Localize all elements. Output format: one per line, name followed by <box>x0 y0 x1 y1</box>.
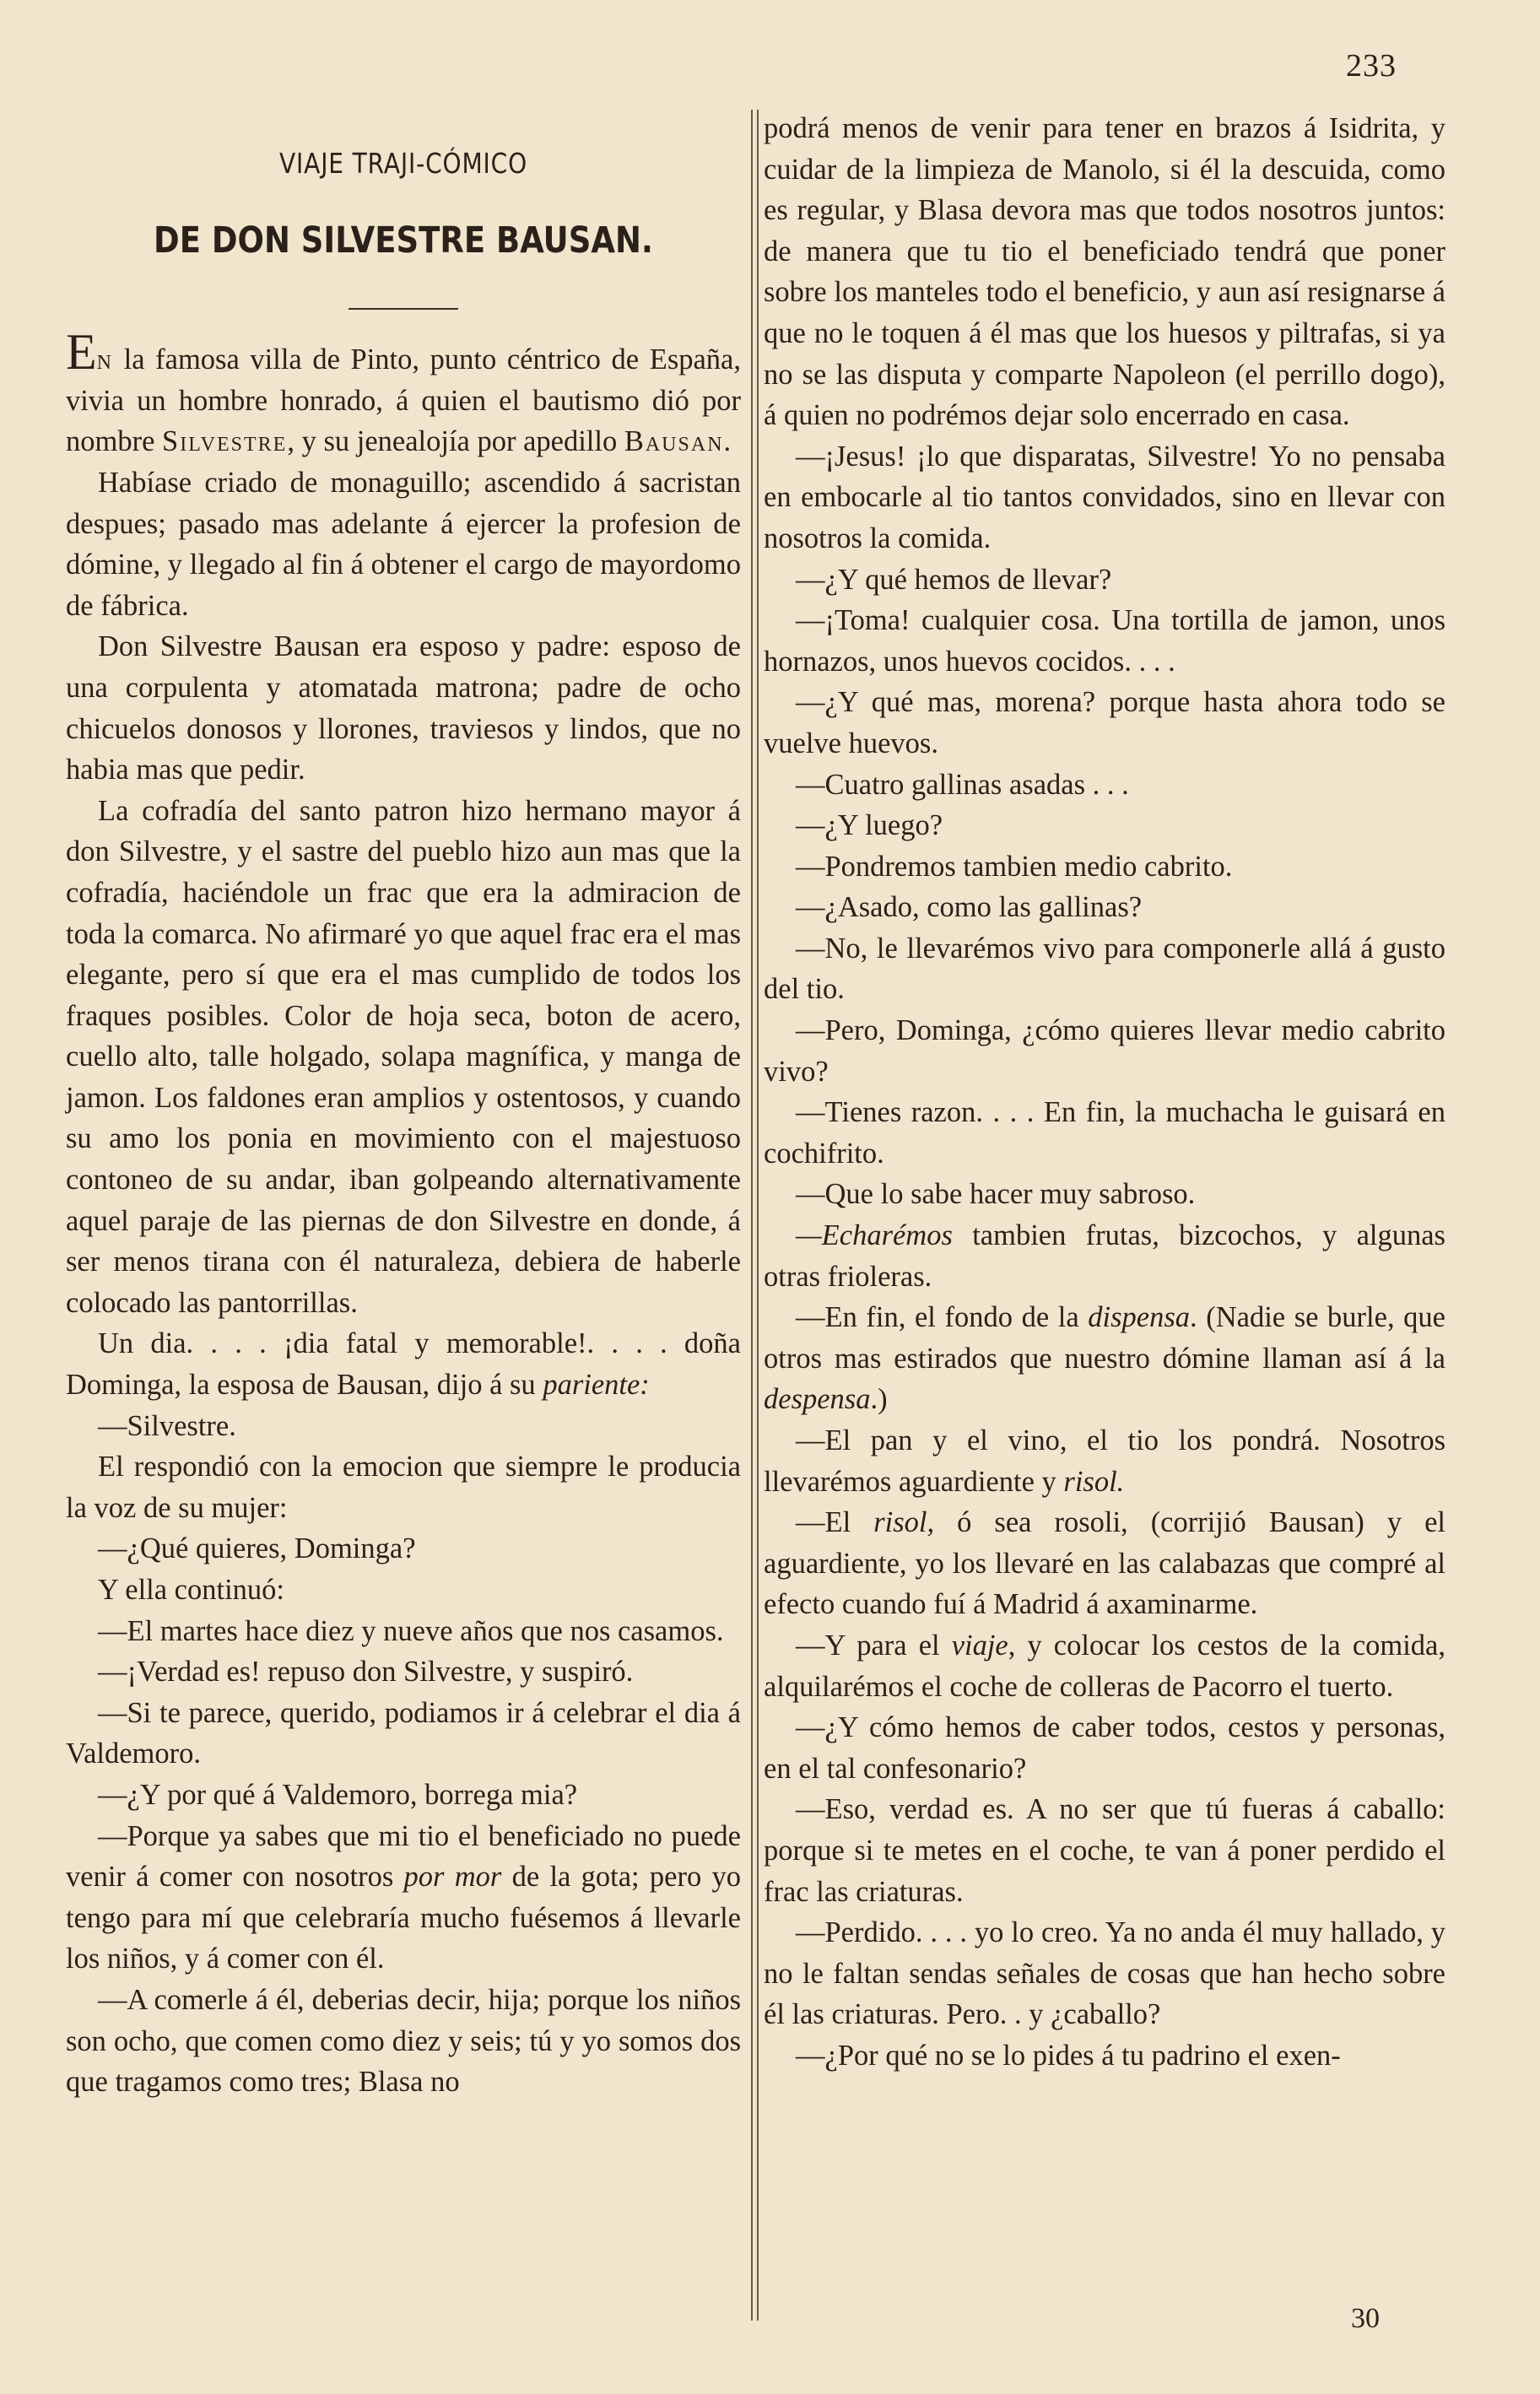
paragraph <box>764 1215 1445 1297</box>
paragraph: —Que lo sabe hacer muy sabroso. <box>796 1178 1196 1211</box>
paragraph <box>66 324 741 462</box>
text-run: , y colocar los cestos de la comida, alquilarémos el coche de colleras de Pacorro el tuerto. <box>764 1629 1445 1703</box>
text-run: tambien frutas, bizcochos, y algunas otras frioleras. <box>764 1219 1445 1293</box>
paragraph: —Pondremos tambien medio cabrito. <box>796 850 1233 883</box>
paragraph: El respondió con la emocion que siempre le producia la voz de su mujer: <box>66 1451 741 1524</box>
paragraph: —¿Por qué no se lo pides á tu padrino el exen- <box>796 2039 1341 2072</box>
name-bausan: Bausan <box>624 425 724 458</box>
paragraph: Y ella continuó: <box>98 1574 284 1606</box>
text-run: ó sea rosoli, (corrijió Bausan) y el aguardiente, yo los llevaré en las calabazas que compré al efecto cuando fuí á Madrid á axaminarme. <box>764 1506 1445 1621</box>
paragraph: —El martes hace diez y nueve años que nos casamos. <box>98 1614 724 1647</box>
italic-text: —Echarémos <box>796 1219 953 1252</box>
italic-text: por mor <box>403 1861 502 1894</box>
paragraph: —¿Qué quieres, Dominga? <box>98 1532 416 1565</box>
text-run: —El <box>796 1506 874 1539</box>
paragraph <box>66 1323 741 1405</box>
paragraph: —¿Asado, como las gallinas? <box>796 891 1143 924</box>
page-number: 233 <box>1346 48 1397 84</box>
italic-text: viaje <box>951 1629 1008 1662</box>
article-heading <box>66 143 741 310</box>
column-divider-right <box>757 110 759 2321</box>
text-run: .) <box>870 1383 888 1416</box>
paragraph: —Perdido. . . . yo lo creo. Ya no anda él muy hallado, y no le faltan sendas señales de cosas que han hecho sobre él las criaturas. Pero. . y ¿caballo? <box>764 1916 1445 2031</box>
paragraph: —Tienes razon. . . . En fin, la muchacha le guisará en cochifrito. <box>764 1096 1445 1170</box>
paragraph: —No, le llevarémos vivo para componerle allá á gusto del tio. <box>764 932 1445 1006</box>
paragraph: —Cuatro gallinas asadas . . . <box>796 768 1129 801</box>
paragraph <box>764 1502 1445 1625</box>
text-run: . (Nadie se burle, que otros mas estirados que nuestro dómine llaman así á la <box>764 1301 1445 1375</box>
text-run: —Porque ya sabes que mi tio el beneficiado no puede venir á comer con nosotros <box>66 1819 741 1894</box>
italic-text: despensa <box>764 1383 871 1416</box>
paragraph <box>764 1625 1445 1707</box>
paragraph: —Pero, Dominga, ¿cómo quieres llevar medio cabrito vivo? <box>764 1014 1445 1088</box>
italic-text: risol. <box>1063 1465 1125 1498</box>
article-title-line1: VIAJE TRAJI-CÓMICO <box>278 147 527 180</box>
paragraph <box>66 1816 741 1980</box>
italic-text: dispensa <box>1088 1301 1191 1334</box>
column-divider-left <box>751 110 753 2321</box>
paragraph: —¡Verdad es! repuso don Silvestre, y suspiró. <box>98 1656 634 1689</box>
paragraph: —¿Y qué mas, morena? porque hasta ahora todo se vuelve huevos. <box>764 686 1445 759</box>
text-run: la famosa villa de Pinto, punto céntrico de España, vivia un hombre honrado, á quien el bautismo dió por nombre <box>66 343 741 458</box>
paragraph: —Silvestre. <box>98 1409 236 1442</box>
paragraph: —Eso, verdad es. A no ser que tú fueras á caballo: porque si te metes en el coche, te van á poner perdido el frac las criaturas. <box>764 1793 1445 1908</box>
paragraph <box>764 1420 1445 1502</box>
italic-text: pariente: <box>543 1369 650 1402</box>
paragraph: —¿Y qué hemos de llevar? <box>796 563 1112 596</box>
text-run: —Y para el <box>796 1629 952 1662</box>
paragraph: La cofradía del santo patron hizo hermano mayor á don Silvestre, y el sastre del pueblo hizo aun mas que la cofradía, haciéndole un frac que era la admiracion de toda la comarca. No afirmaré yo que aquel frac era el mas elegante, pero sí que era el mas cumplido de todos los fraques posibles. Color de hoja seca, boton de acero, cuello alto, talle holgado, solapa magnífica, y manga de jamon. Los faldones eran amplios y ostentosos, y cuando su amo los ponia en movimiento con el majestuoso contoneo de su andar, iban golpeando alternativamente aquel paraje de las piernas de don Silvestre en donde, á ser menos tirana con él naturaleza, debiera de haberle colocado las pantorrillas. <box>66 794 741 1319</box>
paragraph: —Si te parece, querido, podiamos ir á celebrar el dia á Valdemoro. <box>66 1696 741 1770</box>
paragraph: —¡Toma! cualquier cosa. Una tortilla de jamon, unos hornazos, unos huevos cocidos. . . . <box>764 604 1445 678</box>
text-run: , y su jenealojía por apedillo <box>287 425 624 458</box>
text-run: . <box>723 425 732 458</box>
italic-text: risol, <box>873 1506 935 1539</box>
text-run: de la gota; pero yo tengo para mí que celebraría mucho fuésemos á llevarle los niños, y á comer con él. <box>66 1861 741 1975</box>
article-title-line2: DE DON SILVESTRE BAUSAN. <box>154 219 653 262</box>
small-caps-text: n <box>96 343 113 376</box>
text-run: Un dia. . . . ¡dia fatal y memorable!. . . . doña Dominga, la esposa de Bausan, dijo á su <box>66 1327 741 1402</box>
signature-mark: 30 <box>1351 2303 1380 2334</box>
drop-cap: E <box>66 324 97 381</box>
text-run: —En fin, el fondo de la <box>796 1301 1089 1334</box>
paragraph: podrá menos de venir para tener en brazos á Isidrita, y cuidar de la limpieza de Manolo, si él la descuida, como es regular, y Blasa devora mas que todos nosotros juntos: de manera que tu tio el beneficiado tendrá que poner sobre los manteles todo el beneficio, y aun así resignarse á que no le toquen á él mas que los huesos y piltrafas, si ya no se las disputa y comparte Napoleon (el perrillo dogo), á quien no podrémos dejar solo encerrado en casa. <box>764 112 1445 432</box>
paragraph: —A comerle á él, deberias decir, hija; porque los niños son ocho, que comen como diez y seis; tú y yo somos dos que tragamos como tres; Blasa no <box>66 1983 741 2099</box>
paragraph: Don Silvestre Bausan era esposo y padre: esposo de una corpulenta y atomatada matrona; padre de ocho chicuelos donosos y llorones, traviesos y lindos, que no habia mas que pedir. <box>66 630 741 786</box>
left-column <box>66 106 741 2103</box>
paragraph: —¿Y cómo hemos de caber todos, cestos y personas, en el tal confesonario? <box>764 1711 1445 1785</box>
name-silvestre: Silvestre <box>162 425 288 458</box>
paragraph <box>764 1297 1445 1420</box>
paragraph: Habíase criado de monaguillo; ascendido á sacristan despues; pasado mas adelante á ejercer la profesion de dómine, y llegado al fin á obtener el cargo de mayordomo de fábrica. <box>66 466 741 622</box>
text-run: —El pan y el vino, el tio los pondrá. Nosotros llevarémos aguardiente y <box>764 1424 1445 1498</box>
paragraph: —¿Y por qué á Valdemoro, borrega mia? <box>98 1778 578 1811</box>
right-column <box>764 108 1445 2077</box>
title-rule <box>349 308 458 310</box>
paragraph: —¿Y luego? <box>796 809 943 842</box>
paragraph: —¡Jesus! ¡lo que disparatas, Silvestre! Yo no pensaba en embocarle al tio tantos convidados, sino en llevar con nosotros la comida. <box>764 440 1445 554</box>
